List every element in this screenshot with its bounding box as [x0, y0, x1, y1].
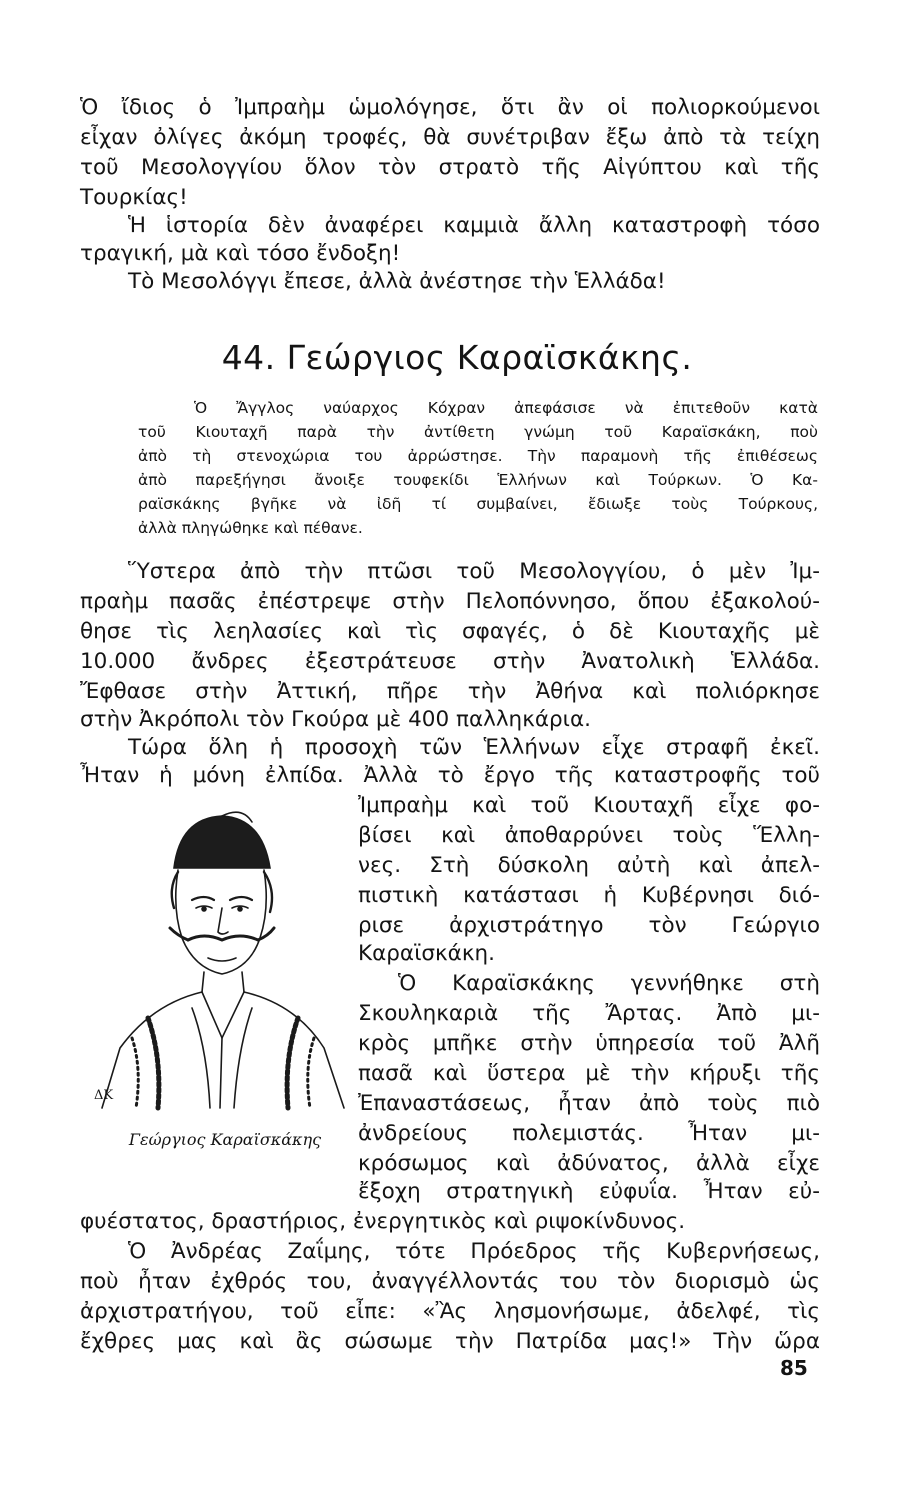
page-number: 85 — [780, 1356, 808, 1380]
artist-signature: ΔΚ — [94, 1088, 114, 1103]
summary-line: ραϊσκάκης βγῆκε νὰ ἰδῆ τί συμβαίνει, ἔδιωξε τοὺς Τούρκους, — [138, 495, 818, 513]
text-line: Ὁ Καραϊσκάκης γεννήθηκε στὴ — [398, 971, 820, 996]
text-line: στὴν Ἀκρόπολι τὸν Γκούρα μὲ 400 παλληκάρια. — [80, 707, 591, 732]
text-line: νες. Στὴ δύσκολη αὐτὴ καὶ ἀπελ- — [358, 853, 820, 878]
summary-line: Ὁ Ἄγγλος ναύαρχος Κόχραν ἀπεφάσισε νὰ ἐπιτεθοῦν κατὰ — [194, 399, 818, 417]
text-line: Τώρα ὅλη ἡ προσοχὴ τῶν Ἑλλήνων εἶχε στραφῆ ἐκεῖ. — [128, 735, 820, 760]
text-line: ἔξοχη στρατηγικὴ εὐφυΐα. Ἦταν εὐ- — [358, 1179, 820, 1204]
text-line: Ὁ Ἀνδρέας Ζαΐμης, τότε Πρόεδρος τῆς Κυβερνήσεως, — [128, 1239, 820, 1264]
text-line: Ἰμπραὴμ καὶ τοῦ Κιουταχῆ εἶχε φο- — [358, 793, 820, 818]
text-line: Τὸ Μεσολόγγι ἔπεσε, ἀλλὰ ἀνέστησε τὴν Ἑλλάδα! — [128, 269, 666, 294]
text-line: τραγική, μὰ καὶ τόσο ἔνδοξη! — [80, 241, 401, 266]
chapter-heading: 44. Γεώργιος Καραϊσκάκης. — [221, 338, 693, 377]
text-line: Τουρκίας! — [80, 185, 188, 210]
text-line: πασᾶ καὶ ὕστερα μὲ τὴν κήρυξι τῆς — [358, 1061, 820, 1086]
text-line: θησε τὶς λεηλασίες καὶ τὶς σφαγές, ὁ δὲ Κιουταχῆς μὲ — [80, 619, 820, 644]
summary-line: ἀπὸ παρεξήγησι ἄνοιξε τουφεκίδι Ἑλλήνων καὶ Τούρκων. Ὁ Κα- — [138, 471, 818, 489]
text-line: πιστικὴ κατάστασι ἡ Κυβέρνησι διό- — [358, 883, 820, 908]
text-line: Ἡ ἱστορία δὲν ἀναφέρει καμμιὰ ἄλλη καταστροφὴ τόσο — [128, 213, 820, 238]
summary-line: ἀλλὰ πληγώθηκε καὶ πέθανε. — [138, 519, 363, 537]
text-line: κρὸς μπῆκε στὴν ὑπηρεσία τοῦ Ἀλῆ — [358, 1031, 820, 1056]
text-line: Σκουληκαριὰ τῆς Ἄρτας. Ἀπὸ μι- — [358, 1001, 820, 1026]
summary-line: τοῦ Κιουταχῆ παρὰ τὴν ἀντίθετη γνώμη τοῦ Καραϊσκάκη, ποὺ — [138, 423, 818, 441]
figure-caption: Γεώργιος Καραϊσκάκης — [128, 1130, 322, 1149]
text-line: Καραϊσκάκη. — [358, 941, 495, 966]
text-line: 10.000 ἄνδρες ἐξεστράτευσε στὴν Ἀνατολικὴ Ἑλλάδα. — [80, 649, 820, 674]
text-line: ρισε ἀρχιστράτηγο τὸν Γεώργιο — [358, 913, 820, 938]
text-line: βίσει καὶ ἀποθαρρύνει τοὺς Ἕλλη- — [358, 823, 820, 848]
text-line: ποὺ ἦταν ἐχθρός του, ἀναγγέλλοντάς του τὸν διορισμὸ ὡς — [80, 1269, 820, 1294]
summary-line: ἀπὸ τὴ στενοχώρια του ἀρρώστησε. Τὴν παραμονὴ τῆς ἐπιθέσεως — [138, 447, 818, 465]
text-line: κρόσωμος καὶ ἀδύνατος, ἀλλὰ εἶχε — [358, 1151, 820, 1176]
text-line: Ὁ ἴδιος ὁ Ἰμπραὴμ ὡμολόγησε, ὅτι ἂν οἱ πολιορκούμενοι — [80, 95, 820, 120]
text-line: φυέστατος, δραστήριος, ἐνεργητικὸς καὶ ριψοκίνδυνος. — [80, 1209, 686, 1234]
text-line: ἀνδρείους πολεμιστάς. Ἦταν μι- — [358, 1121, 820, 1146]
text-line: Ὕστερα ἀπὸ τὴν πτῶσι τοῦ Μεσολογγίου, ὁ μὲν Ἰμ- — [128, 559, 820, 584]
text-line: πραὴμ πασᾶς ἐπέστρεψε στὴν Πελοπόννησο, ὅπου ἐξακολού- — [80, 589, 820, 614]
text-line: ἔχθρες μας καὶ ἂς σώσωμε τὴν Πατρίδα μας!» Τὴν ὥρα — [80, 1329, 820, 1354]
text-line: Ἔφθασε στὴν Ἀττική, πῆρε τὴν Ἀθήνα καὶ πολιόρκησε — [80, 679, 820, 704]
text-line: ἀρχιστρατήγου, τοῦ εἶπε: «Ἂς λησμονήσωμε, ἀδελφέ, τὶς — [80, 1299, 820, 1324]
text-line: τοῦ Μεσολογγίου ὅλον τὸν στρατὸ τῆς Αἰγύπτου καὶ τῆς — [80, 155, 820, 180]
text-line: Ἐπαναστάσεως, ἦταν ἀπὸ τοὺς πιὸ — [358, 1091, 820, 1116]
text-line: εἶχαν ὀλίγες ἀκόμη τροφές, θὰ συνέτριβαν ἔξω ἀπὸ τὰ τείχη — [80, 125, 820, 150]
text-line: Ἦταν ἡ μόνη ἐλπίδα. Ἀλλὰ τὸ ἔργο τῆς καταστροφῆς τοῦ — [80, 763, 820, 788]
portrait-illustration — [92, 808, 354, 1126]
